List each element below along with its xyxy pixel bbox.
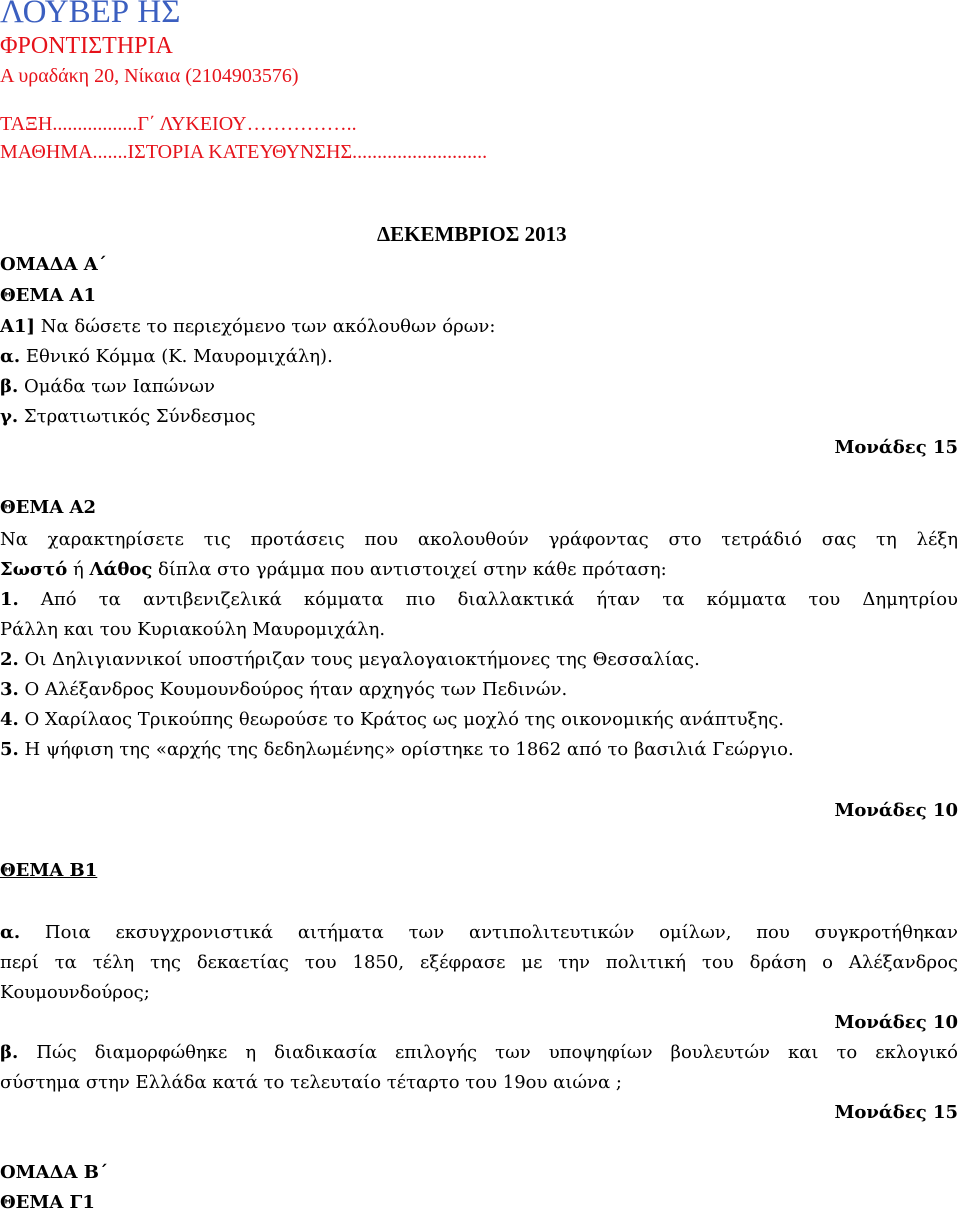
theme-a2-heading: ΘΕΜΑ Α2 xyxy=(0,497,97,518)
a1-item-label: γ. xyxy=(0,406,19,427)
school-brand: ΛΟΥΒΕΡ ΗΣ xyxy=(0,0,181,30)
a2-item-3 xyxy=(0,679,567,700)
a2-intro-joiner: ή xyxy=(67,559,90,580)
b1-question-text: Πώς διαμορφώθηκε η διαδικασία επιλογής των υποψηφίων βουλευτών και το εκλογικό xyxy=(18,1042,958,1063)
a2-item-5 xyxy=(0,739,794,760)
exam-date: ΔΕΚΕΜΒΡΙΟΣ 2013 xyxy=(377,222,567,246)
b1-question-a-line-3: Κουμουνδούρος; xyxy=(0,982,150,1003)
a2-item-text: Ο Αλέξανδρος Κουμουνδούρος ήταν αρχηγός των Πεδινών. xyxy=(18,679,568,700)
b1-question-b-score: Μονάδες 15 xyxy=(834,1102,958,1123)
a1-item-text: Στρατιωτικός Σύνδεσμος xyxy=(18,406,256,427)
a2-score: Μονάδες 10 xyxy=(834,800,958,821)
a2-intro-line-2 xyxy=(0,559,667,580)
group-a-heading: ΟΜΑΔΑ Α΄ xyxy=(0,254,107,275)
theme-g1-heading: ΘΕΜΑ Γ1 xyxy=(0,1192,95,1213)
a2-true-word: Σωστό xyxy=(0,559,68,580)
a2-item-1-line-2: Ράλλη και του Κυριακούλη Μαυρομιχάλη. xyxy=(0,619,386,640)
a2-item-text: Οι Δηλιγιαννικοί υποστήριζαν τους μεγαλογαιοκτήμονες της Θεσσαλίας. xyxy=(18,649,700,670)
a1-item-beta xyxy=(0,376,215,397)
a1-item-gamma xyxy=(0,406,256,427)
a2-false-word: Λάθος xyxy=(89,559,153,580)
a1-prompt-text: Να δώσετε το περιεχόμενο των ακόλουθων όρων: xyxy=(35,316,496,337)
b1-question-label: β. xyxy=(0,1042,19,1063)
a1-prompt-label: Α1] xyxy=(0,316,36,337)
a1-item-alpha xyxy=(0,346,333,367)
class-line: ΤΑΞΗ.................Γ΄ ΛΥΚΕΙΟΥ…………….. xyxy=(0,113,357,135)
a2-item-label: 1. xyxy=(0,589,19,610)
school-name: ΦΡΟΝΤΙΣΤΗΡΙΑ xyxy=(0,33,173,59)
a1-prompt xyxy=(0,316,495,337)
a2-item-4 xyxy=(0,709,784,730)
b1-question-a-line-1 xyxy=(0,922,958,943)
b1-question-b-line-1 xyxy=(0,1042,958,1063)
a2-item-text: Από τα αντιβενιζελικά κόμματα πιο διαλλακτικά ήταν τα κόμματα του Δημητρίου xyxy=(18,589,958,610)
a2-item-label: 2. xyxy=(0,649,19,670)
a2-item-1-line-1 xyxy=(0,589,958,610)
b1-question-text: Ποια εκσυγχρονιστικά αιτήματα των αντιπολιτευτικών ομίλων, που συγκροτήθηκαν xyxy=(20,922,958,943)
a1-item-label: β. xyxy=(0,376,19,397)
a2-item-label: 3. xyxy=(0,679,19,700)
group-b-heading: ΟΜΑΔΑ Β΄ xyxy=(0,1162,108,1183)
theme-b1-heading: ΘΕΜΑ Β1 xyxy=(0,860,98,881)
b1-question-b-line-2: σύστημα στην Ελλάδα κατά το τελευταίο τέταρτο του 19ου αιώνα ; xyxy=(0,1072,622,1093)
a1-item-text: Εθνικό Κόμμα (Κ. Μαυρομιχάλη). xyxy=(20,346,333,367)
a1-item-label: α. xyxy=(0,346,21,367)
a2-item-label: 5. xyxy=(0,739,19,760)
a2-item-label: 4. xyxy=(0,709,19,730)
a1-score: Μονάδες 15 xyxy=(834,437,958,458)
a2-intro-line-1: Να χαρακτηρίσετε τις προτάσεις που ακολουθούν γράφοντας στο τετράδιό σας τη λέξη xyxy=(0,529,958,550)
a1-item-text: Ομάδα των Ιαπώνων xyxy=(18,376,215,397)
a2-item-text: Ο Χαρίλαος Τρικούπης θεωρούσε το Κράτος ως μοχλό της οικονομικής ανάπτυξης. xyxy=(18,709,785,730)
theme-a1-heading: ΘΕΜΑ Α1 xyxy=(0,285,97,306)
b1-question-a-line-2: περί τα τέλη της δεκαετίας του 1850, εξέφρασε με την πολιτική του δράση ο Αλέξανδρος xyxy=(0,952,958,973)
b1-question-label: α. xyxy=(0,922,21,943)
a2-intro-rest: δίπλα στο γράμμα που αντιστοιχεί στην κάθε πρόταση: xyxy=(152,559,667,580)
a2-item-text: Η ψήφιση της «αρχής της δεδηλωμένης» ορίστηκε το 1862 από το βασιλιά Γεώργιο. xyxy=(18,739,794,760)
b1-question-a-score: Μονάδες 10 xyxy=(834,1012,958,1033)
course-line: ΜΑΘΗΜΑ.......ΙΣΤΟΡΙΑ ΚΑΤΕΥΘΥΝΣΗΣ........................... xyxy=(0,141,488,163)
school-address: Α υραδάκη 20, Νίκαια (2104903576) xyxy=(0,65,299,87)
a2-item-2 xyxy=(0,649,700,670)
